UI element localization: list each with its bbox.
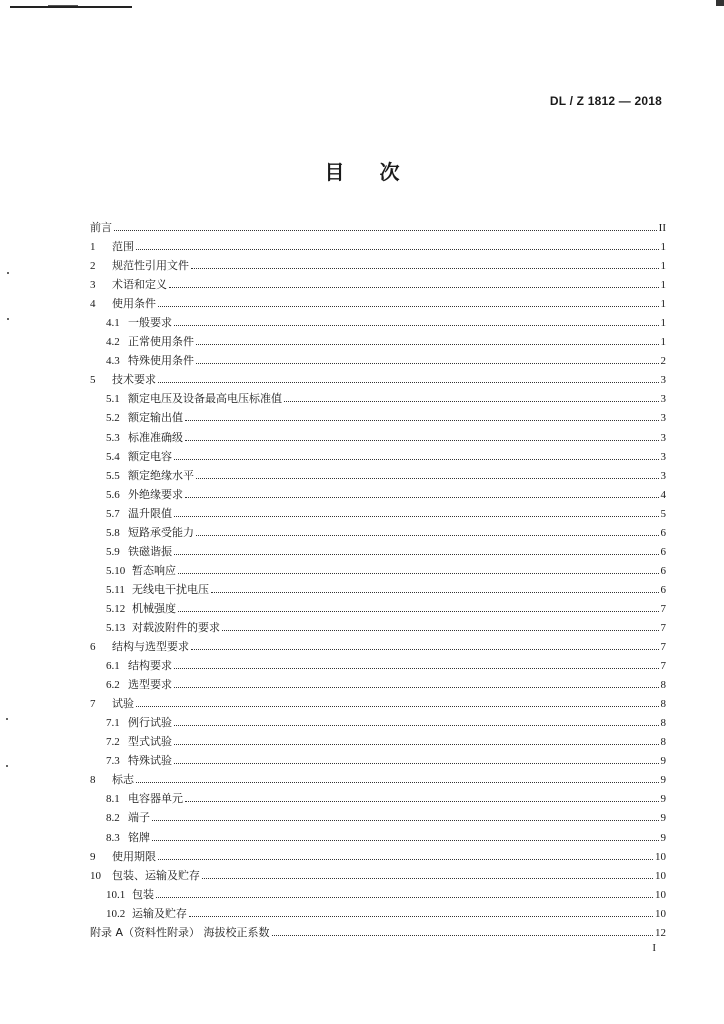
toc-entry-number: 8.3 — [106, 831, 120, 844]
toc-entry-title: 端子 — [128, 811, 150, 825]
dot-leader — [156, 896, 653, 898]
toc-entry-page: 7 — [660, 602, 666, 615]
toc-entry-title: 使用期限 — [112, 849, 156, 863]
toc-entry-number: 5.7 — [106, 507, 120, 520]
toc-entry-number: 5.4 — [106, 450, 120, 463]
dot-leader — [191, 267, 659, 269]
dot-leader — [174, 553, 659, 555]
toc-entry[interactable] — [90, 389, 666, 408]
toc-entry[interactable] — [90, 447, 666, 466]
toc-entry[interactable] — [90, 256, 666, 275]
toc-entry-number: 7.2 — [106, 736, 120, 749]
dot-leader — [152, 839, 659, 841]
dot-leader — [158, 305, 659, 307]
toc-entry[interactable] — [90, 694, 666, 713]
dot-leader — [185, 800, 659, 802]
toc-entry-number: 5.6 — [106, 488, 120, 501]
title-char: 次 — [379, 160, 400, 184]
title-char: 目 — [324, 160, 345, 184]
toc-entry-number: 5 — [90, 374, 96, 387]
toc-entry-page: 1 — [660, 298, 666, 311]
toc-entry-page: 9 — [660, 755, 666, 768]
toc-entry-number: 5.10 — [106, 564, 126, 577]
toc-entry-number: 3 — [90, 279, 96, 292]
toc-entry-title: 额定输出值 — [128, 411, 183, 425]
toc-entry-title: 包装 — [132, 887, 154, 901]
scan-artifact-rule — [48, 5, 78, 6]
toc-entry-number: 8.1 — [106, 793, 120, 806]
toc-entry-title: 结构与选型要求 — [112, 640, 189, 654]
toc-entry-page: II — [658, 222, 666, 234]
toc-entry-page: 9 — [660, 812, 666, 825]
dot-leader — [272, 934, 653, 936]
toc-entry[interactable] — [90, 313, 666, 332]
toc-entry-title: 特殊试验 — [128, 754, 172, 768]
dot-leader — [158, 381, 659, 383]
toc-entry-number: 7.3 — [106, 755, 120, 768]
toc-entry[interactable] — [90, 332, 666, 351]
toc-entry-title: 包装、运输及贮存 — [112, 868, 200, 882]
toc-entry-title: 使用条件 — [112, 297, 156, 311]
dot-leader — [174, 458, 659, 460]
toc-entry-number: 9 — [90, 850, 96, 863]
toc-entry-title: 范围 — [112, 240, 134, 254]
toc-entry[interactable] — [90, 580, 666, 599]
toc-entry-page: 9 — [660, 831, 666, 844]
dot-leader — [114, 229, 657, 231]
toc-entry[interactable] — [90, 351, 666, 370]
toc-entry-page: 8 — [660, 736, 666, 749]
dot-leader — [174, 743, 659, 745]
toc-entry[interactable] — [90, 523, 666, 542]
toc-entry-number: 4.1 — [106, 317, 120, 330]
toc-entry[interactable] — [90, 370, 666, 389]
toc-entry[interactable] — [90, 713, 666, 732]
toc-entry-number: 5.11 — [106, 583, 125, 596]
toc-entry-page: 7 — [660, 621, 666, 634]
toc-entry-page: 7 — [660, 641, 666, 654]
toc-entry-page: 7 — [660, 660, 666, 673]
toc-entry[interactable] — [90, 408, 666, 427]
toc-entry-title: 暂态响应 — [132, 563, 176, 577]
toc-entry-number: 2 — [90, 260, 96, 273]
toc-entry-title: 温升限值 — [128, 506, 172, 520]
toc-entry-page: 1 — [660, 336, 666, 349]
toc-entry-page: 1 — [660, 241, 666, 254]
toc-entry-title: 铭牌 — [128, 830, 150, 844]
toc-entry-page: 3 — [660, 393, 666, 406]
toc-entry-number: 5.3 — [106, 431, 120, 444]
table-of-contents — [90, 218, 666, 942]
toc-entry-title: 正常使用条件 — [128, 335, 194, 349]
toc-entry-page: 1 — [660, 260, 666, 273]
toc-entry-page: 3 — [660, 412, 666, 425]
toc-entry[interactable] — [90, 466, 666, 485]
toc-entry[interactable] — [90, 885, 666, 904]
toc-entry-title: 对载波附件的要求 — [132, 620, 220, 634]
toc-entry-number: 5.1 — [106, 393, 120, 406]
scan-artifact-corner — [716, 0, 724, 6]
toc-entry-number: 6 — [90, 641, 96, 654]
dot-leader — [284, 400, 659, 402]
toc-entry-page: 3 — [660, 374, 666, 387]
toc-entry-page: 4 — [660, 488, 666, 501]
toc-entry[interactable] — [90, 428, 666, 447]
toc-entry-number: 4.3 — [106, 355, 120, 368]
toc-entry-number: 8 — [90, 774, 96, 787]
toc-entry-title: 电容器单元 — [128, 792, 183, 806]
scan-speck — [6, 718, 8, 720]
toc-entry-title: 机械强度 — [132, 601, 176, 615]
toc-entry-number: 7 — [90, 698, 96, 711]
dot-leader — [222, 629, 659, 631]
dot-leader — [185, 439, 659, 441]
toc-entry-page: 9 — [660, 774, 666, 787]
toc-entry-number: 4 — [90, 298, 96, 311]
scan-speck — [7, 272, 9, 274]
toc-entry[interactable] — [90, 847, 666, 866]
toc-entry-page: 9 — [660, 793, 666, 806]
toc-entry-title: 无线电干扰电压 — [132, 582, 209, 596]
toc-entry-page: 6 — [660, 545, 666, 558]
toc-entry[interactable] — [90, 675, 666, 694]
toc-entry[interactable] — [90, 237, 666, 256]
dot-leader — [178, 572, 659, 574]
dot-leader — [174, 667, 659, 669]
toc-entry-title: 运输及贮存 — [132, 906, 187, 920]
toc-entry[interactable] — [90, 275, 666, 294]
toc-entry-number: 5.5 — [106, 469, 120, 482]
toc-entry-page: 3 — [660, 431, 666, 444]
toc-entry-page: 5 — [660, 507, 666, 520]
toc-entry-title: 额定电压及设备最高电压标准值 — [128, 392, 282, 406]
toc-entry[interactable] — [90, 732, 666, 751]
toc-entry-number: 10 — [90, 869, 101, 882]
toc-entry-page: 10 — [655, 907, 666, 920]
toc-entry-page: 6 — [660, 583, 666, 596]
page-number: I — [652, 942, 656, 954]
toc-entry-number: 10.2 — [106, 907, 126, 920]
toc-entry-page: 12 — [655, 926, 666, 939]
toc-entry-page: 10 — [655, 888, 666, 901]
dot-leader — [174, 515, 659, 517]
toc-entry[interactable] — [90, 561, 666, 580]
toc-entry-title: 术语和定义 — [112, 278, 167, 292]
dot-leader — [189, 915, 653, 917]
toc-entry-number: 6.2 — [106, 679, 120, 692]
dot-leader — [174, 724, 659, 726]
toc-entry-title: 额定电容 — [128, 449, 172, 463]
toc-entry-title: 附录 A（资料性附录） 海拔校正系数 — [90, 925, 270, 939]
dot-leader — [152, 819, 659, 821]
toc-entry[interactable] — [90, 637, 666, 656]
toc-entry[interactable] — [90, 294, 666, 313]
dot-leader — [191, 648, 659, 650]
dot-leader — [196, 534, 659, 536]
dot-leader — [196, 362, 659, 364]
standard-code: DL / Z 1812 — 2018 — [549, 94, 662, 108]
toc-entry-title: 一般要求 — [128, 316, 172, 330]
toc-entry-page: 1 — [660, 279, 666, 292]
toc-entry-page: 10 — [655, 869, 666, 882]
scan-speck — [7, 318, 9, 320]
toc-entry-number: 7.1 — [106, 717, 120, 730]
toc-entry[interactable] — [90, 828, 666, 847]
toc-entry[interactable] — [90, 904, 666, 923]
toc-entry-page: 6 — [660, 564, 666, 577]
toc-entry-title: 结构要求 — [128, 659, 172, 673]
dot-leader — [136, 781, 659, 783]
toc-entry-number: 10.1 — [106, 888, 126, 901]
toc-entry-number: 5.12 — [106, 602, 126, 615]
dot-leader — [185, 496, 659, 498]
toc-entry-page: 3 — [660, 469, 666, 482]
toc-entry[interactable] — [90, 218, 666, 237]
toc-entry-title: 试验 — [112, 697, 134, 711]
toc-entry-title: 前言 — [90, 221, 112, 234]
dot-leader — [178, 610, 659, 612]
toc-entry-number: 8.2 — [106, 812, 120, 825]
toc-entry[interactable] — [90, 599, 666, 618]
toc-entry[interactable] — [90, 618, 666, 637]
toc-entry-title: 型式试验 — [128, 735, 172, 749]
toc-entry-page: 1 — [660, 317, 666, 330]
dot-leader — [136, 248, 659, 250]
dot-leader — [174, 762, 659, 764]
dot-leader — [211, 591, 659, 593]
toc-entry-page: 10 — [655, 850, 666, 863]
toc-entry-page: 8 — [660, 717, 666, 730]
toc-entry[interactable] — [90, 866, 666, 885]
toc-entry-number: 5.13 — [106, 621, 126, 634]
toc-entry-title: 例行试验 — [128, 716, 172, 730]
toc-entry-title: 选型要求 — [128, 678, 172, 692]
toc-entry[interactable] — [90, 504, 666, 523]
toc-entry-page: 3 — [660, 450, 666, 463]
dot-leader — [174, 324, 659, 326]
toc-entry[interactable] — [90, 485, 666, 504]
toc-entry-page: 2 — [660, 355, 666, 368]
toc-entry[interactable] — [90, 808, 666, 827]
page-title — [0, 156, 724, 185]
toc-entry[interactable] — [90, 789, 666, 808]
toc-entry-number: 4.2 — [106, 336, 120, 349]
toc-entry-title: 标志 — [112, 773, 134, 787]
toc-entry-number: 5.8 — [106, 526, 120, 539]
scan-speck — [6, 765, 8, 767]
toc-entry[interactable] — [90, 770, 666, 789]
dot-leader — [196, 343, 659, 345]
toc-entry[interactable] — [90, 656, 666, 675]
toc-entry-number: 6.1 — [106, 660, 120, 673]
toc-entry-title: 短路承受能力 — [128, 525, 194, 539]
toc-entry-page: 8 — [660, 698, 666, 711]
toc-entry-page: 8 — [660, 679, 666, 692]
scan-artifact-rule — [10, 6, 132, 8]
dot-leader — [185, 419, 659, 421]
dot-leader — [158, 858, 653, 860]
toc-entry-title: 铁磁谐振 — [128, 544, 172, 558]
dot-leader — [169, 286, 659, 288]
toc-entry-title: 外绝缘要求 — [128, 487, 183, 501]
toc-entry[interactable] — [90, 751, 666, 770]
toc-entry-title: 特殊使用条件 — [128, 354, 194, 368]
dot-leader — [196, 477, 659, 479]
dot-leader — [202, 877, 653, 879]
dot-leader — [174, 686, 659, 688]
toc-entry-page: 6 — [660, 526, 666, 539]
toc-entry[interactable] — [90, 923, 666, 942]
toc-entry-title: 技术要求 — [112, 373, 156, 387]
toc-entry-title: 标准准确级 — [128, 430, 183, 444]
toc-entry-number: 5.9 — [106, 545, 120, 558]
toc-entry-number: 5.2 — [106, 412, 120, 425]
toc-entry-number: 1 — [90, 241, 96, 254]
toc-entry[interactable] — [90, 542, 666, 561]
toc-entry-title: 规范性引用文件 — [112, 259, 189, 273]
toc-entry-title: 额定绝缘水平 — [128, 468, 194, 482]
dot-leader — [136, 705, 659, 707]
